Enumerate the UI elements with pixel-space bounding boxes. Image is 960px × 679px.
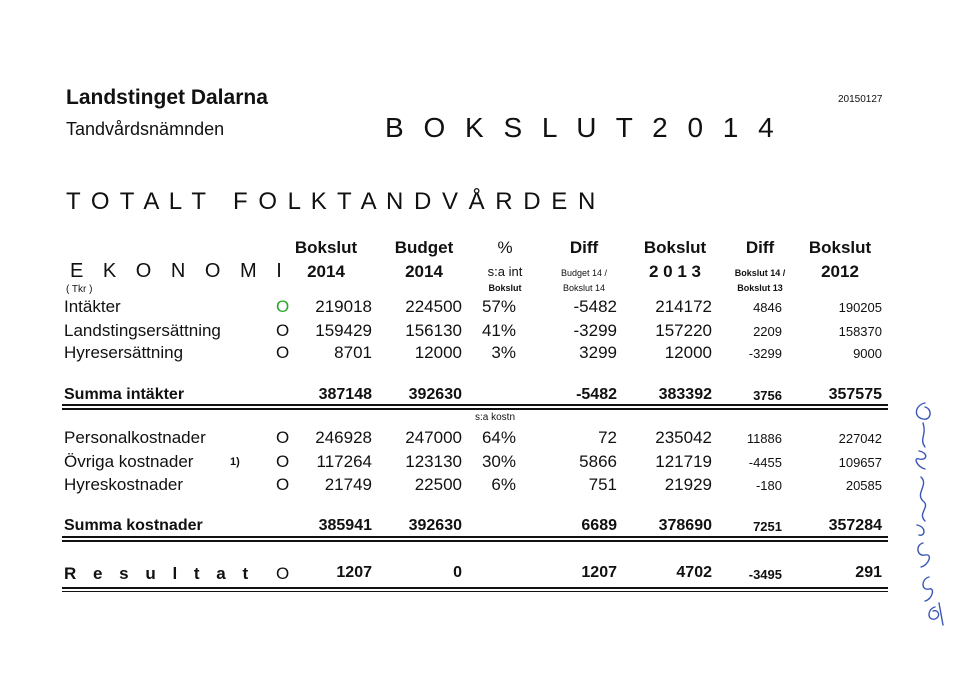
cell-bokslut-2014: 21749 — [324, 475, 372, 494]
header-budget-2014: Budget — [394, 238, 454, 257]
cell-diff-budget: 5866 — [579, 452, 617, 471]
cell-percent: 3% — [491, 343, 516, 362]
cell-bokslut-2013: 383392 — [658, 386, 712, 403]
cell-bokslut-2012: 109657 — [838, 455, 882, 470]
cell-bokslut-2013: 121719 — [655, 452, 712, 471]
header-percent-sub2: Bokslut — [488, 283, 522, 293]
cost-percent-header: s:a kostn — [474, 412, 516, 423]
status-marker: O — [276, 343, 290, 362]
subtitle-folktandvarden: F O L K T A N D V Å R D E N — [233, 188, 598, 215]
header-bokslut-2013: Bokslut — [643, 238, 707, 257]
cell-bokslut-2013: 378690 — [658, 517, 712, 534]
cell-percent: 30% — [481, 452, 516, 471]
row-label: Landstingsersättning — [64, 321, 221, 340]
divider — [62, 408, 888, 410]
cell-percent: 6% — [491, 475, 516, 494]
cell-bokslut-2012: 190205 — [838, 300, 882, 315]
cell-bokslut-2012: 357284 — [828, 517, 882, 534]
cell-diff-bokslut: 7251 — [753, 519, 782, 534]
cell-bokslut-2013: 214172 — [655, 297, 712, 316]
status-marker: O — [276, 297, 290, 316]
cell-diff-bokslut: 11886 — [746, 431, 782, 446]
cell-percent: 64% — [481, 428, 516, 447]
footnote-marker: 1) — [230, 456, 240, 468]
divider — [62, 591, 888, 592]
cell-diff-budget: -5482 — [576, 386, 617, 403]
cell-bokslut-2013: 235042 — [655, 428, 712, 447]
section-label-ekonomi: E K O N O M I — [70, 260, 289, 282]
cell-diff-budget: 751 — [588, 475, 617, 494]
header-percent-sub: s:a int — [487, 264, 523, 279]
cell-bokslut-2012: 227042 — [838, 431, 882, 446]
cell-percent: 57% — [481, 297, 516, 316]
cell-bokslut-2014: 1207 — [336, 564, 372, 581]
row-label: Hyreskostnader — [64, 475, 184, 494]
divider — [62, 404, 888, 406]
cell-budget-2014: 0 — [453, 564, 462, 581]
cell-diff-bokslut: 2209 — [753, 324, 782, 339]
header-bokslut-2012: Bokslut — [808, 238, 872, 257]
row-label: Summa intäkter — [64, 386, 185, 403]
cell-bokslut-2014: 385941 — [318, 517, 372, 534]
row-label: Hyresersättning — [64, 343, 184, 362]
status-marker: O — [276, 564, 290, 583]
cell-bokslut-2012: 291 — [855, 564, 882, 581]
header-diff-bokslut-sub: Bokslut 14 / — [734, 268, 786, 278]
cell-budget-2014: 224500 — [405, 297, 462, 316]
header-bokslut-2013-year: 2 0 1 3 — [649, 262, 701, 281]
cell-bokslut-2013: 21929 — [664, 475, 712, 494]
header-diff-budget-sub: Budget 14 / — [560, 268, 608, 278]
header-diff-budget: Diff — [569, 238, 599, 257]
row-label: Summa kostnader — [64, 517, 203, 534]
status-marker: O — [276, 452, 290, 471]
cell-diff-budget: -5482 — [573, 297, 617, 316]
cell-budget-2014: 247000 — [405, 428, 462, 447]
org-name: Landstinget Dalarna — [66, 86, 268, 109]
cell-bokslut-2014: 8701 — [334, 343, 372, 362]
unit-label: ( Tkr ) — [66, 284, 93, 295]
cell-budget-2014: 12000 — [414, 343, 462, 362]
cell-budget-2014: 123130 — [405, 452, 462, 471]
cell-bokslut-2014: 246928 — [315, 428, 372, 447]
cell-bokslut-2012: 20585 — [845, 478, 882, 493]
cell-bokslut-2013: 157220 — [655, 321, 712, 340]
row-label: Övriga kostnader — [64, 452, 194, 471]
cell-diff-budget: 1207 — [581, 564, 617, 581]
cell-bokslut-2012: 357575 — [828, 386, 882, 403]
cell-diff-budget: 6689 — [581, 517, 617, 534]
document-date: 20150127 — [838, 94, 883, 105]
cell-diff-bokslut: -4455 — [748, 455, 782, 470]
header-bokslut-2014: Bokslut — [294, 238, 358, 257]
cell-bokslut-2014: 219018 — [315, 297, 372, 316]
header-diff-budget-sub2: Bokslut 14 — [562, 283, 606, 293]
cell-budget-2014: 22500 — [414, 475, 462, 494]
cell-budget-2014: 392630 — [408, 517, 462, 534]
cell-diff-bokslut: -180 — [755, 478, 782, 493]
status-marker: O — [276, 321, 290, 340]
cell-bokslut-2012: 9000 — [853, 346, 882, 361]
cell-bokslut-2013: 4702 — [676, 564, 712, 581]
cell-bokslut-2014: 387148 — [318, 386, 372, 403]
cell-bokslut-2014: 117264 — [316, 452, 372, 471]
status-marker: O — [276, 475, 290, 494]
header-diff-bokslut-sub2: Bokslut 13 — [737, 283, 783, 293]
row-label: R e s u l t a t — [64, 564, 255, 583]
header-bokslut-2012-year: 2012 — [821, 262, 859, 281]
cell-diff-budget: 3299 — [579, 343, 617, 362]
cell-bokslut-2013: 12000 — [664, 343, 712, 362]
department-name: Tandvårdsnämnden — [66, 119, 225, 139]
cell-diff-budget: -3299 — [573, 321, 617, 340]
cell-diff-bokslut: -3495 — [748, 567, 782, 582]
row-label: Personalkostnader — [64, 428, 206, 447]
header-budget-2014-year: 2014 — [405, 262, 443, 281]
cell-budget-2014: 156130 — [405, 321, 462, 340]
divider — [62, 587, 888, 589]
cell-bokslut-2014: 159429 — [315, 321, 372, 340]
cell-percent: 41% — [481, 321, 516, 340]
cell-bokslut-2012: 158370 — [838, 324, 882, 339]
header-percent: % — [497, 238, 513, 257]
row-label: Intäkter — [64, 297, 121, 316]
status-marker: O — [276, 428, 290, 447]
cell-diff-bokslut: 4846 — [753, 300, 782, 315]
handwritten-note-image — [905, 395, 960, 630]
divider — [62, 540, 888, 542]
divider — [62, 536, 888, 538]
page-title: B O K S L U T 2 0 1 4 — [385, 112, 780, 143]
cell-diff-budget: 72 — [598, 428, 617, 447]
cell-diff-bokslut: 3756 — [753, 388, 782, 403]
header-bokslut-2014-year: 2014 — [307, 262, 345, 281]
cell-diff-bokslut: -3299 — [748, 346, 782, 361]
cell-budget-2014: 392630 — [408, 386, 462, 403]
header-diff-bokslut: Diff — [745, 238, 775, 257]
subtitle-total: T O T A L T — [66, 188, 209, 215]
